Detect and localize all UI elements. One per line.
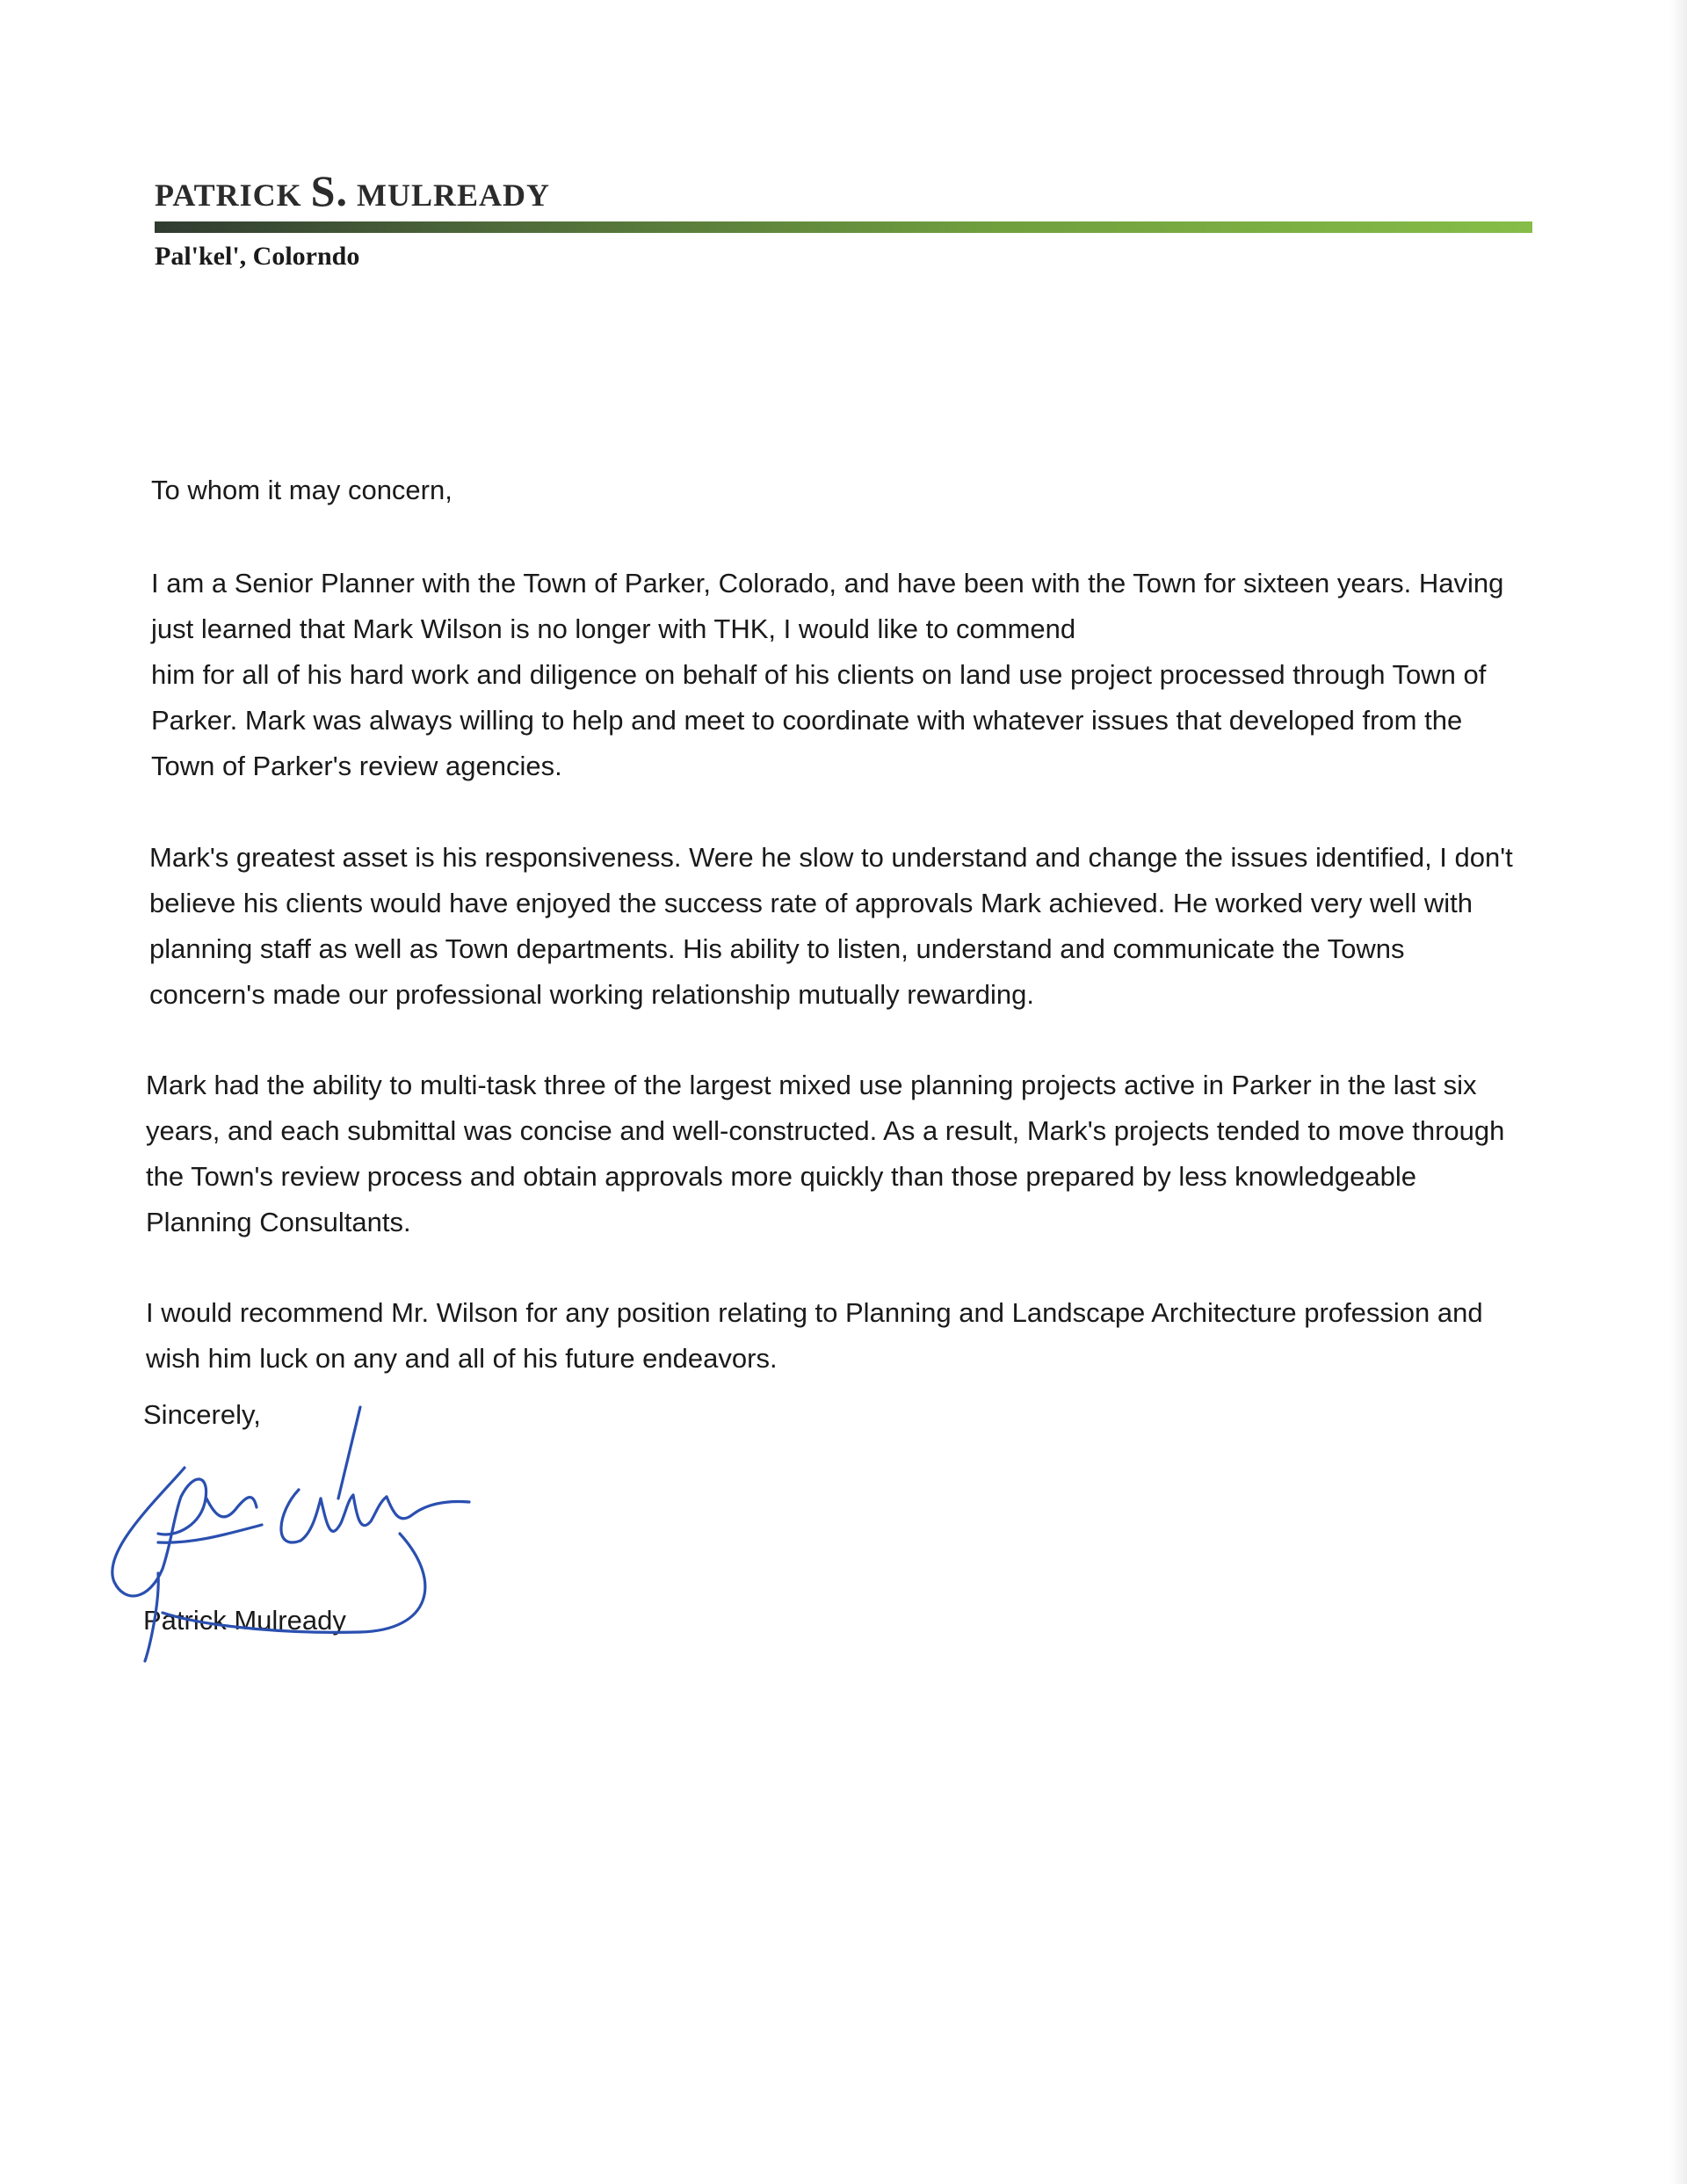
salutation: To whom it may concern, [151, 475, 453, 505]
page-edge-shadow [1669, 0, 1687, 2184]
letterhead-rule [155, 221, 1532, 233]
signature-icon [97, 1393, 536, 1674]
paragraph-line: just learned that Mark Wilson is no longer with THK, I would like to commend [151, 613, 1076, 644]
paragraph-3 [146, 1063, 1504, 1245]
paragraph-line: wish him luck on any and all of his future endeavors. [146, 1343, 778, 1374]
paragraph-4 [146, 1290, 1483, 1382]
letterhead-first-name: PATRICK [155, 178, 302, 213]
signer-name: Patrick Mulready [143, 1605, 346, 1636]
paragraph-1 [151, 561, 1503, 789]
paragraph-line: I would recommend Mr. Wilson for any position relating to Planning and Landscape Architecture profession and [146, 1297, 1483, 1328]
paragraph-line: Mark's greatest asset is his responsiveness. Were he slow to understand and change the issues identified, I don't [149, 842, 1513, 873]
paragraph-line: Mark had the ability to multi-task three of the largest mixed use planning projects active in Parker in the last six [146, 1070, 1477, 1100]
paragraph-line: I am a Senior Planner with the Town of Parker, Colorado, and have been with the Town for sixteen years. Having [151, 568, 1504, 599]
letterhead-middle-initial: S. [310, 166, 348, 215]
letterhead-location: Pal'kel', Colorndo [155, 242, 360, 271]
paragraph-line: Parker. Mark was always willing to help and meet to coordinate with whatever issues that developed from the [151, 705, 1463, 736]
letterhead-last-name: MULREADY [356, 178, 550, 213]
letterhead-name [155, 165, 550, 216]
paragraph-line: concern's made our professional working relationship mutually rewarding. [149, 979, 1035, 1010]
paragraph-line: him for all of his hard work and diligence on behalf of his clients on land use project processed through Town of [151, 659, 1487, 690]
paragraph-line: years, and each submittal was concise and well-constructed. As a result, Mark's projects tended to move through [146, 1115, 1505, 1146]
paragraph-line: believe his clients would have enjoyed the success rate of approvals Mark achieved. He worked very well with [149, 888, 1473, 918]
closing: Sincerely, [143, 1399, 261, 1430]
paragraph-line: Planning Consultants. [146, 1207, 411, 1237]
paragraph-line: the Town's review process and obtain approvals more quickly than those prepared by less knowledgeable [146, 1161, 1416, 1192]
paragraph-line: planning staff as well as Town departments. His ability to listen, understand and communicate the Towns [149, 933, 1405, 964]
paragraph-line: Town of Parker's review agencies. [151, 751, 562, 781]
paragraph-2 [149, 835, 1513, 1018]
